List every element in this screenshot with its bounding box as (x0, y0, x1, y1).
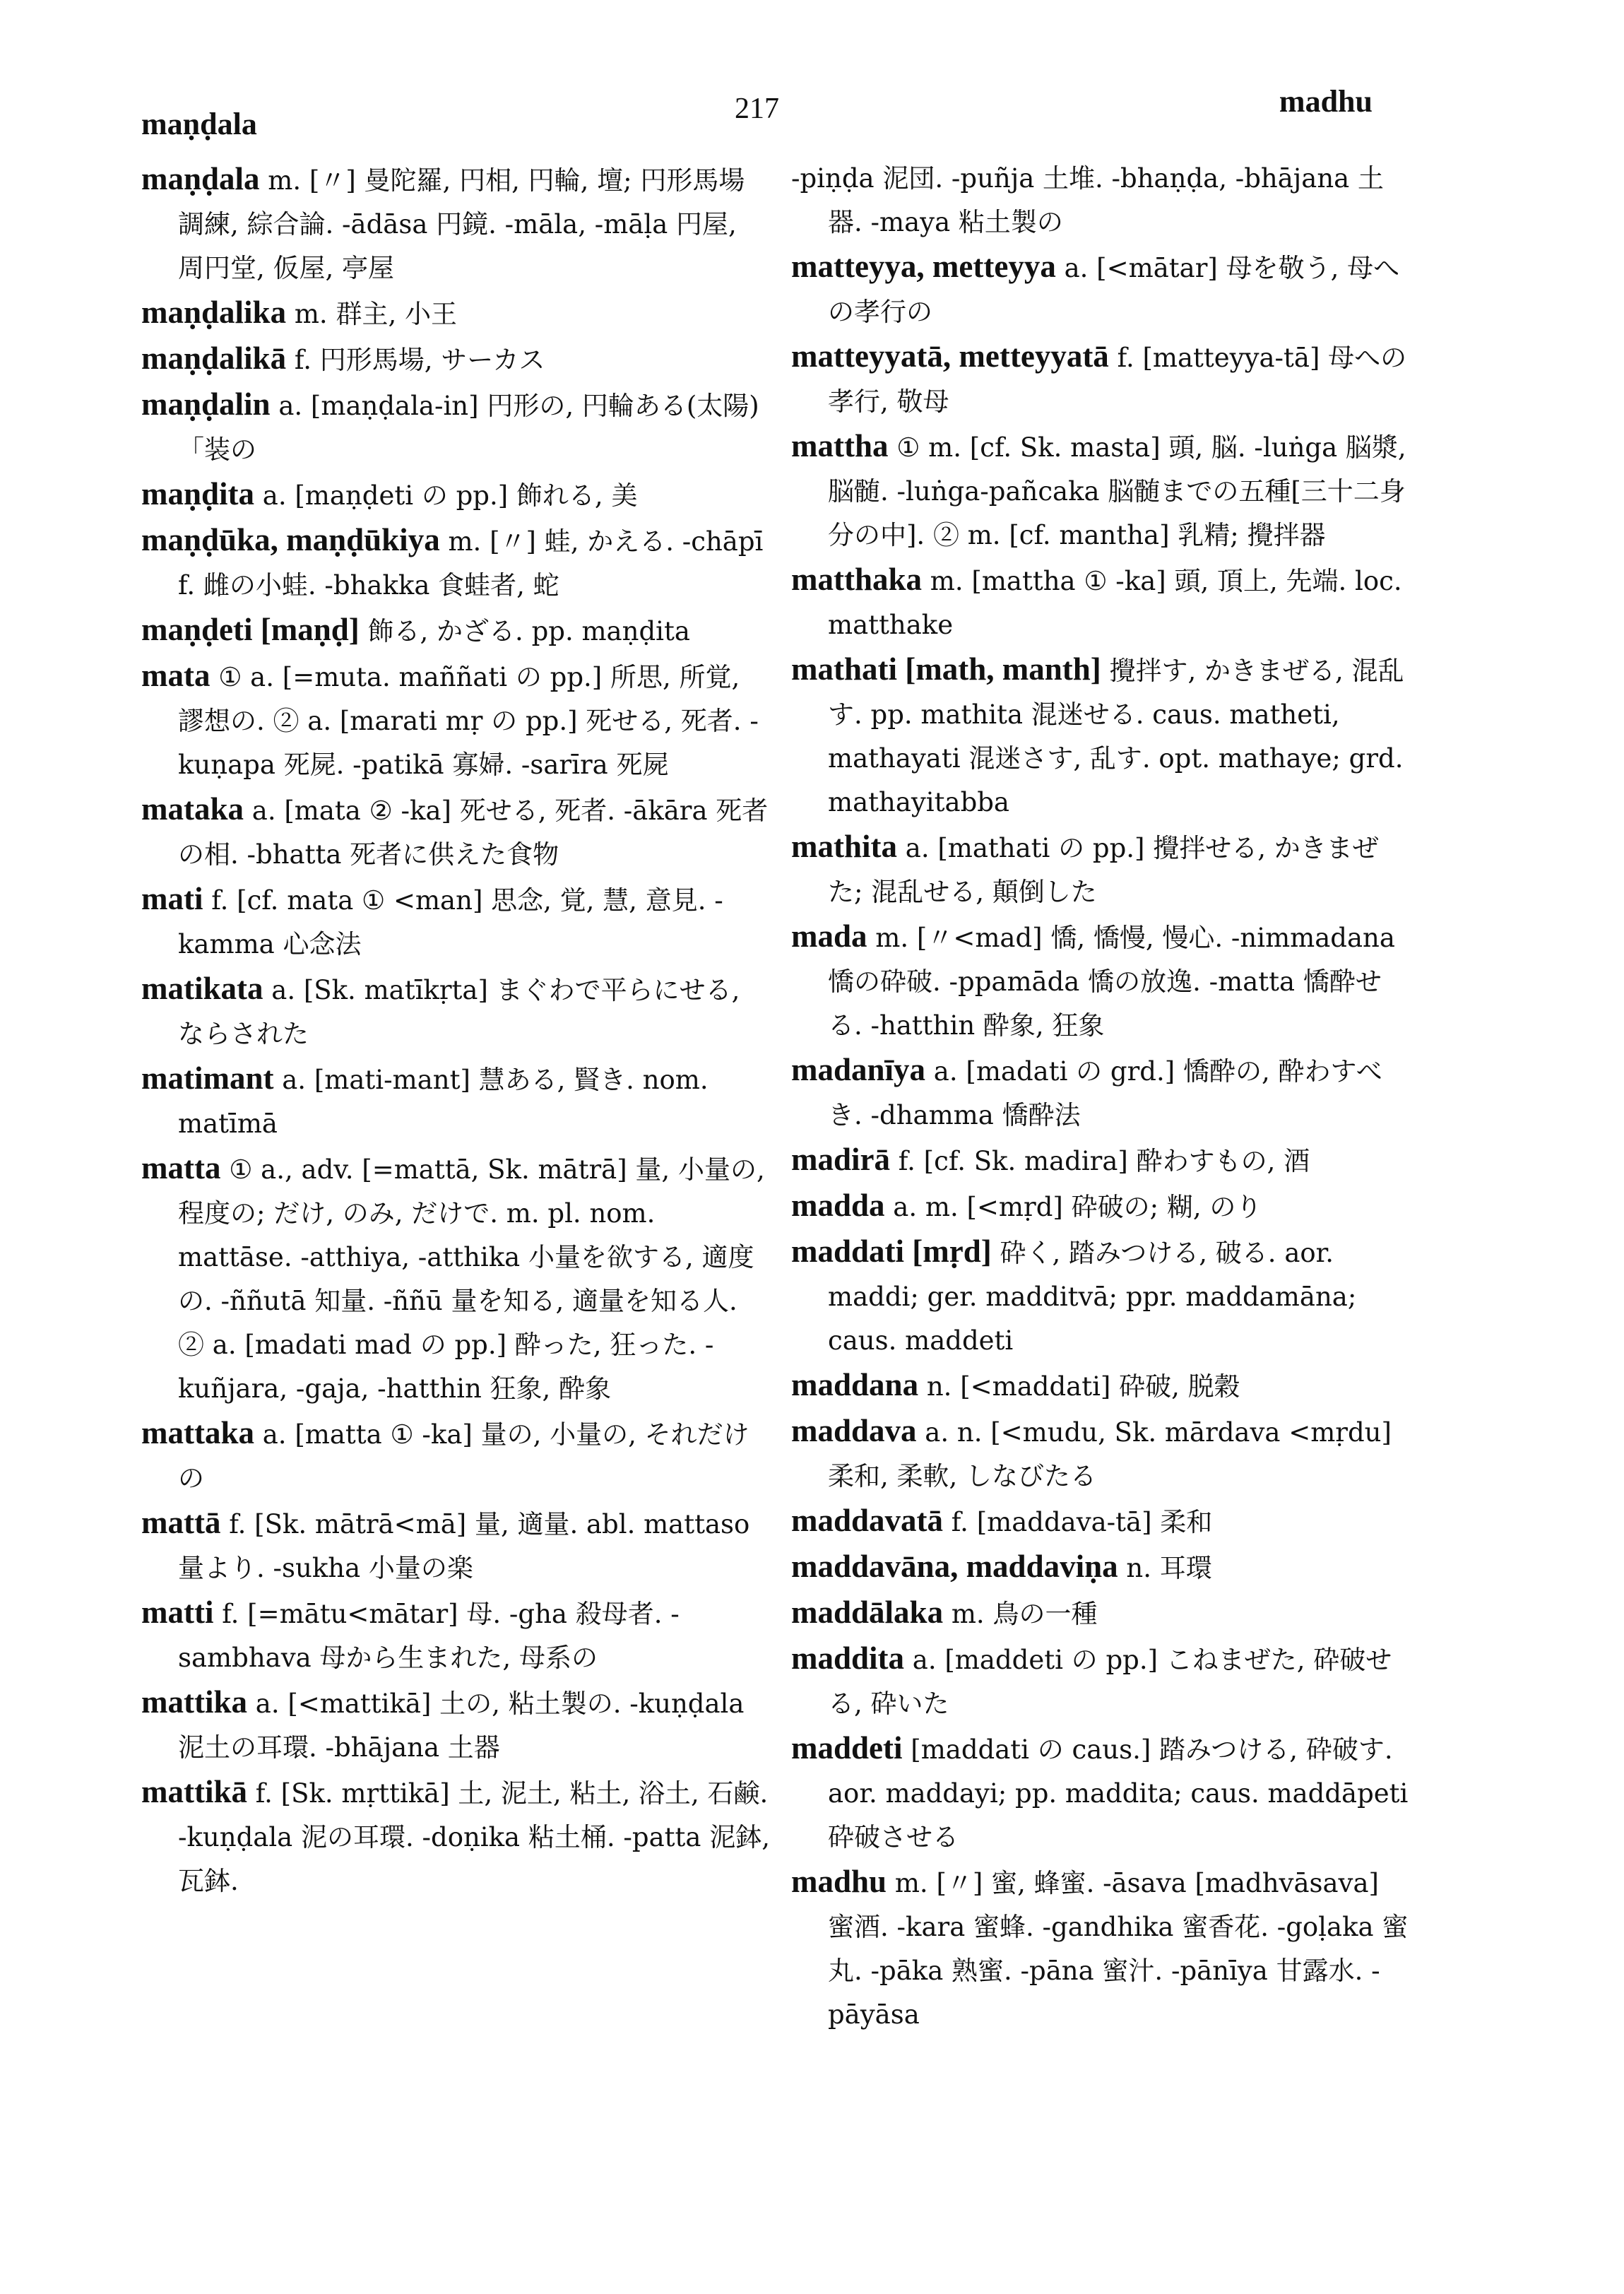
entry-definition: a. n. [<mudu, Sk. mārdava <mṛdu] 柔和, 柔軟, しなびたる (828, 1417, 1392, 1491)
entry-definition: ① a. [=muta. maññati の pp.] 所思, 所覚, 謬想の. ② a. [marati mṛ の pp.] 死せる, 死者. -kuṇapa 死屍. -patikā 寡婦. -sarīra 死屍 (178, 662, 759, 780)
entry-headword: madirā (791, 1142, 890, 1177)
dictionary-entry (791, 1726, 1413, 1860)
entry-headword: mada (791, 918, 867, 954)
entry-definition: 攪拌す, かきまぜる, 混乱す. pp. mathita 混迷せる. caus. matheti, mathayati 混迷さす, 乱す. opt. mathaye; grd. mathayitabba (828, 656, 1404, 817)
entry-headword: maddati [mṛd] (791, 1234, 992, 1269)
entry-headword: mattika (141, 1684, 247, 1720)
dictionary-entry (791, 1544, 1413, 1590)
right-column (791, 157, 1413, 2037)
dictionary-entry (141, 1056, 770, 1146)
dictionary-entry (791, 244, 1413, 334)
dictionary-entry (791, 1636, 1413, 1726)
entry-headword: matteyya, metteyya (791, 249, 1056, 284)
entry-headword: matimant (141, 1060, 274, 1096)
entry-definition: [maddati の caus.] 踏みつける, 砕破す. aor. maddayi; pp. maddita; caus. maddāpeti 砕破させる (828, 1734, 1409, 1852)
entry-definition: a. [maṇḍala-in] 円形の, 円輪ある(太陽) 「装の (178, 391, 864, 465)
entry-definition: a. [matta ① -ka] 量の, 小量の, それだけの (178, 1419, 749, 1494)
dictionary-entry (141, 966, 770, 1056)
entry-headword: maṇḍeti [maṇḍ] (141, 612, 360, 647)
entry-definition: n. [<maddati] 砕破, 脱穀 (918, 1371, 1240, 1402)
entry-headword: maddavatā (791, 1503, 944, 1538)
entry-definition: a. [mata ② -ka] 死せる, 死者. -ākāra 死者の相. -bhatta 死者に供えた食物 (178, 796, 769, 870)
entry-definition: m. [〃<mad] 憍, 憍慢, 慢心. -nimmadana 憍の砕破. -ppamāda 憍の放逸. -matta 憍酔せる. -hatthin 酔象, 狂象 (828, 923, 1395, 1041)
entry-definition: f. [matteyya-tā] 母への孝行, 敬母 (828, 343, 1407, 417)
entry-definition: f. [Sk. mṛttikā] 土, 泥土, 粘土, 浴土, 石鹸. -kuṇḍala 泥の耳環. -doṇika 粘土桶. -patta 泥鉢, 瓦鉢. (178, 1778, 770, 1896)
entry-definition: m. [mattha ① -ka] 頭, 頂上, 先端. loc. matthake (828, 566, 1402, 640)
entry-definition: m. [〃] 蛙, かえる. -chāpī f. 雌の小蛙. -bhakka 食蛙者, 蛇 (178, 526, 764, 601)
entry-headword: mattikā (141, 1774, 247, 1809)
entry-headword: maṇḍalikā (141, 341, 287, 376)
entry-headword: maṇḍalin (141, 386, 271, 422)
dictionary-entry (791, 1409, 1413, 1498)
dictionary-entry (141, 1770, 770, 1903)
entry-headword: matti (141, 1595, 214, 1630)
dictionary-entry (141, 1590, 770, 1680)
running-head-left: maṇḍala (141, 107, 257, 141)
entry-definition: f. [maddava-tā] 柔和 (943, 1507, 1213, 1537)
dictionary-entry (791, 1363, 1413, 1409)
dictionary-entry (791, 1137, 1413, 1183)
dictionary-entry (141, 157, 770, 290)
entry-definition: m. 群主, 小王 (286, 299, 457, 329)
dictionary-entry (791, 1590, 1413, 1636)
dictionary-entry (141, 472, 770, 518)
dictionary-entry (141, 518, 770, 608)
entry-headword: maṇḍita (141, 476, 255, 512)
dictionary-entry (791, 1048, 1413, 1137)
entry-definition: ① m. [cf. Sk. masta] 頭, 脳. -luṅga 脳漿, 脳髄. -luṅga-pañcaka 脳髄までの五種[三十二身分の中]. ② m. [cf. mantha] 乳精; 攪拌器 (828, 432, 1406, 550)
dictionary-entry (141, 787, 770, 877)
entry-headword: matikata (141, 971, 263, 1006)
entry-headword: mata (141, 658, 211, 693)
dictionary-entry (141, 608, 770, 654)
entry-headword: mattā (141, 1505, 221, 1540)
entry-definition: f. [=mātu<mātar] 母. -gha 殺母者. -sambhava 母から生まれた, 母系の (178, 1599, 680, 1673)
page-number: 217 (735, 93, 779, 125)
entry-definition: a. [<mātar] 母を敬う, 母への孝行の (828, 253, 1400, 327)
entry-definition: f. [cf. mata ① <man] 思念, 覚, 慧, 意見. -kamma 心念法 (178, 885, 723, 959)
entry-definition: m. 鳥の一種 (943, 1599, 1098, 1629)
dictionary-entry (791, 647, 1413, 824)
dictionary-entry (141, 336, 770, 382)
entry-headword: maṇḍalika (141, 295, 287, 330)
entry-definition: f. [Sk. mātrā<mā] 量, 適量. abl. mattaso 量より. -sukha 小量の楽 (178, 1509, 750, 1583)
entry-definition: f. [cf. Sk. madira] 酔わすもの, 酒 (890, 1146, 1310, 1176)
entry-headword: mataka (141, 791, 244, 827)
entry-headword: maddavāna, maddaviṇa (791, 1549, 1118, 1584)
entry-headword: matta (141, 1150, 221, 1186)
entry-definition: -piṇḍa 泥団. -puñja 土堆. -bhaṇḍa, -bhājana 土器. -maya 粘土製の (791, 163, 1384, 237)
dictionary-entry (141, 1411, 770, 1501)
entry-headword: mathati [math, manth] (791, 651, 1101, 687)
dictionary-entry (141, 1146, 770, 1411)
dictionary-entry (791, 157, 1413, 244)
dictionary-entry (791, 824, 1413, 914)
entry-definition: 砕く, 踏みつける, 破る. aor. maddi; ger. madditvā; ppr. maddamāna; caus. maddeti (828, 1238, 1357, 1356)
dictionary-entry (791, 914, 1413, 1048)
entry-definition: f. 円形馬場, サーカス (286, 345, 545, 375)
entry-headword: matthaka (791, 562, 923, 597)
entry-definition: m. [〃] 蜜, 蜂蜜. -āsava [madhvāsava] 蜜酒. -kara 蜜蜂. -gandhika 蜜香花. -goḷaka 蜜丸. -pāka 熟蜜. -pāna 蜜汁. -pānīya 甘露水. -pāyāsa (828, 1868, 1409, 2030)
entry-headword: maddeti (791, 1730, 903, 1766)
entry-headword: madda (791, 1188, 885, 1223)
entry-headword: maddana (791, 1367, 919, 1402)
entry-definition: a. m. [<mṛd] 砕破の; 糊, のり (884, 1192, 1262, 1222)
entry-headword: mati (141, 881, 203, 916)
entry-definition: a. [<mattikā] 土の, 粘土製の. -kuṇḍala 泥土の耳環. -bhājana 土器 (178, 1689, 745, 1763)
entry-definition: a. [mathati の pp.] 攪拌せる, かきまぜた; 混乱せる, 顛倒した (828, 833, 1379, 907)
entry-definition: a. [Sk. matīkṛta] まぐわで平らにせる, ならされた (178, 975, 740, 1049)
entry-headword: madanīya (791, 1052, 926, 1087)
entry-definition: ① a., adv. [=mattā, Sk. mātrā] 量, 小量の, 程度の; だけ, のみ, だけで. m. pl. nom. mattāse. -atthiya, -atthika 小量を欲する, 適度の. -ññutā 知量. -ññū 量を知る, 適量を知る人. ② a. [madati mad の pp.] 酔った, 狂った. -kuñjara, -gaja, -hatthin 狂象, 酔象 (178, 1154, 765, 1404)
dictionary-entry (791, 1183, 1413, 1229)
dictionary-entry (141, 1680, 770, 1770)
entry-definition: 飾る, かざる. pp. maṇḍita (359, 616, 690, 646)
entry-definition: n. 耳環 (1118, 1553, 1212, 1583)
entry-definition: a. [madati の grd.] 憍酔の, 酔わすべき. -dhamma 憍酔法 (828, 1056, 1382, 1130)
entry-headword: mattaka (141, 1415, 254, 1450)
dictionary-entry (791, 1860, 1413, 2037)
running-head-right: madhu (1279, 84, 1373, 119)
entry-headword: maṇḍala (141, 161, 260, 196)
entry-headword: maṇḍūka, maṇḍūkiya (141, 522, 440, 557)
dictionary-entry (791, 557, 1413, 647)
dictionary-entry (141, 290, 770, 336)
entry-headword: maddālaka (791, 1595, 944, 1630)
entry-headword: maddita (791, 1640, 905, 1676)
entry-headword: matteyyatā, metteyyatā (791, 338, 1109, 374)
dictionary-entry (791, 424, 1413, 557)
entry-headword: mathita (791, 829, 897, 864)
dictionary-entry (141, 654, 770, 787)
dictionary-entry (141, 1501, 770, 1590)
dictionary-entry (791, 334, 1413, 424)
entry-definition: a. [mati-mant] 慧ある, 賢き. nom. matīmā (178, 1065, 709, 1139)
entry-headword: mattha (791, 428, 889, 463)
dictionary-entry (141, 877, 770, 966)
entry-headword: madhu (791, 1864, 887, 1899)
dictionary-entry (791, 1498, 1413, 1544)
entry-definition: a. [maddeti の pp.] こねまぜた, 砕破せる, 砕いた (828, 1645, 1392, 1719)
entry-definition: a. [maṇḍeti の pp.] 飾れる, 美 (254, 480, 638, 511)
entry-definition: m. [〃] 曼陀羅, 円相, 円輪, 壇; 円形馬場調練, 綜合論. -ādāsa 円鏡. -māla, -māḷa 円屋, 周円堂, 仮屋, 亭屋 (178, 165, 745, 283)
entry-headword: maddava (791, 1413, 917, 1448)
dictionary-entry (791, 1229, 1413, 1363)
